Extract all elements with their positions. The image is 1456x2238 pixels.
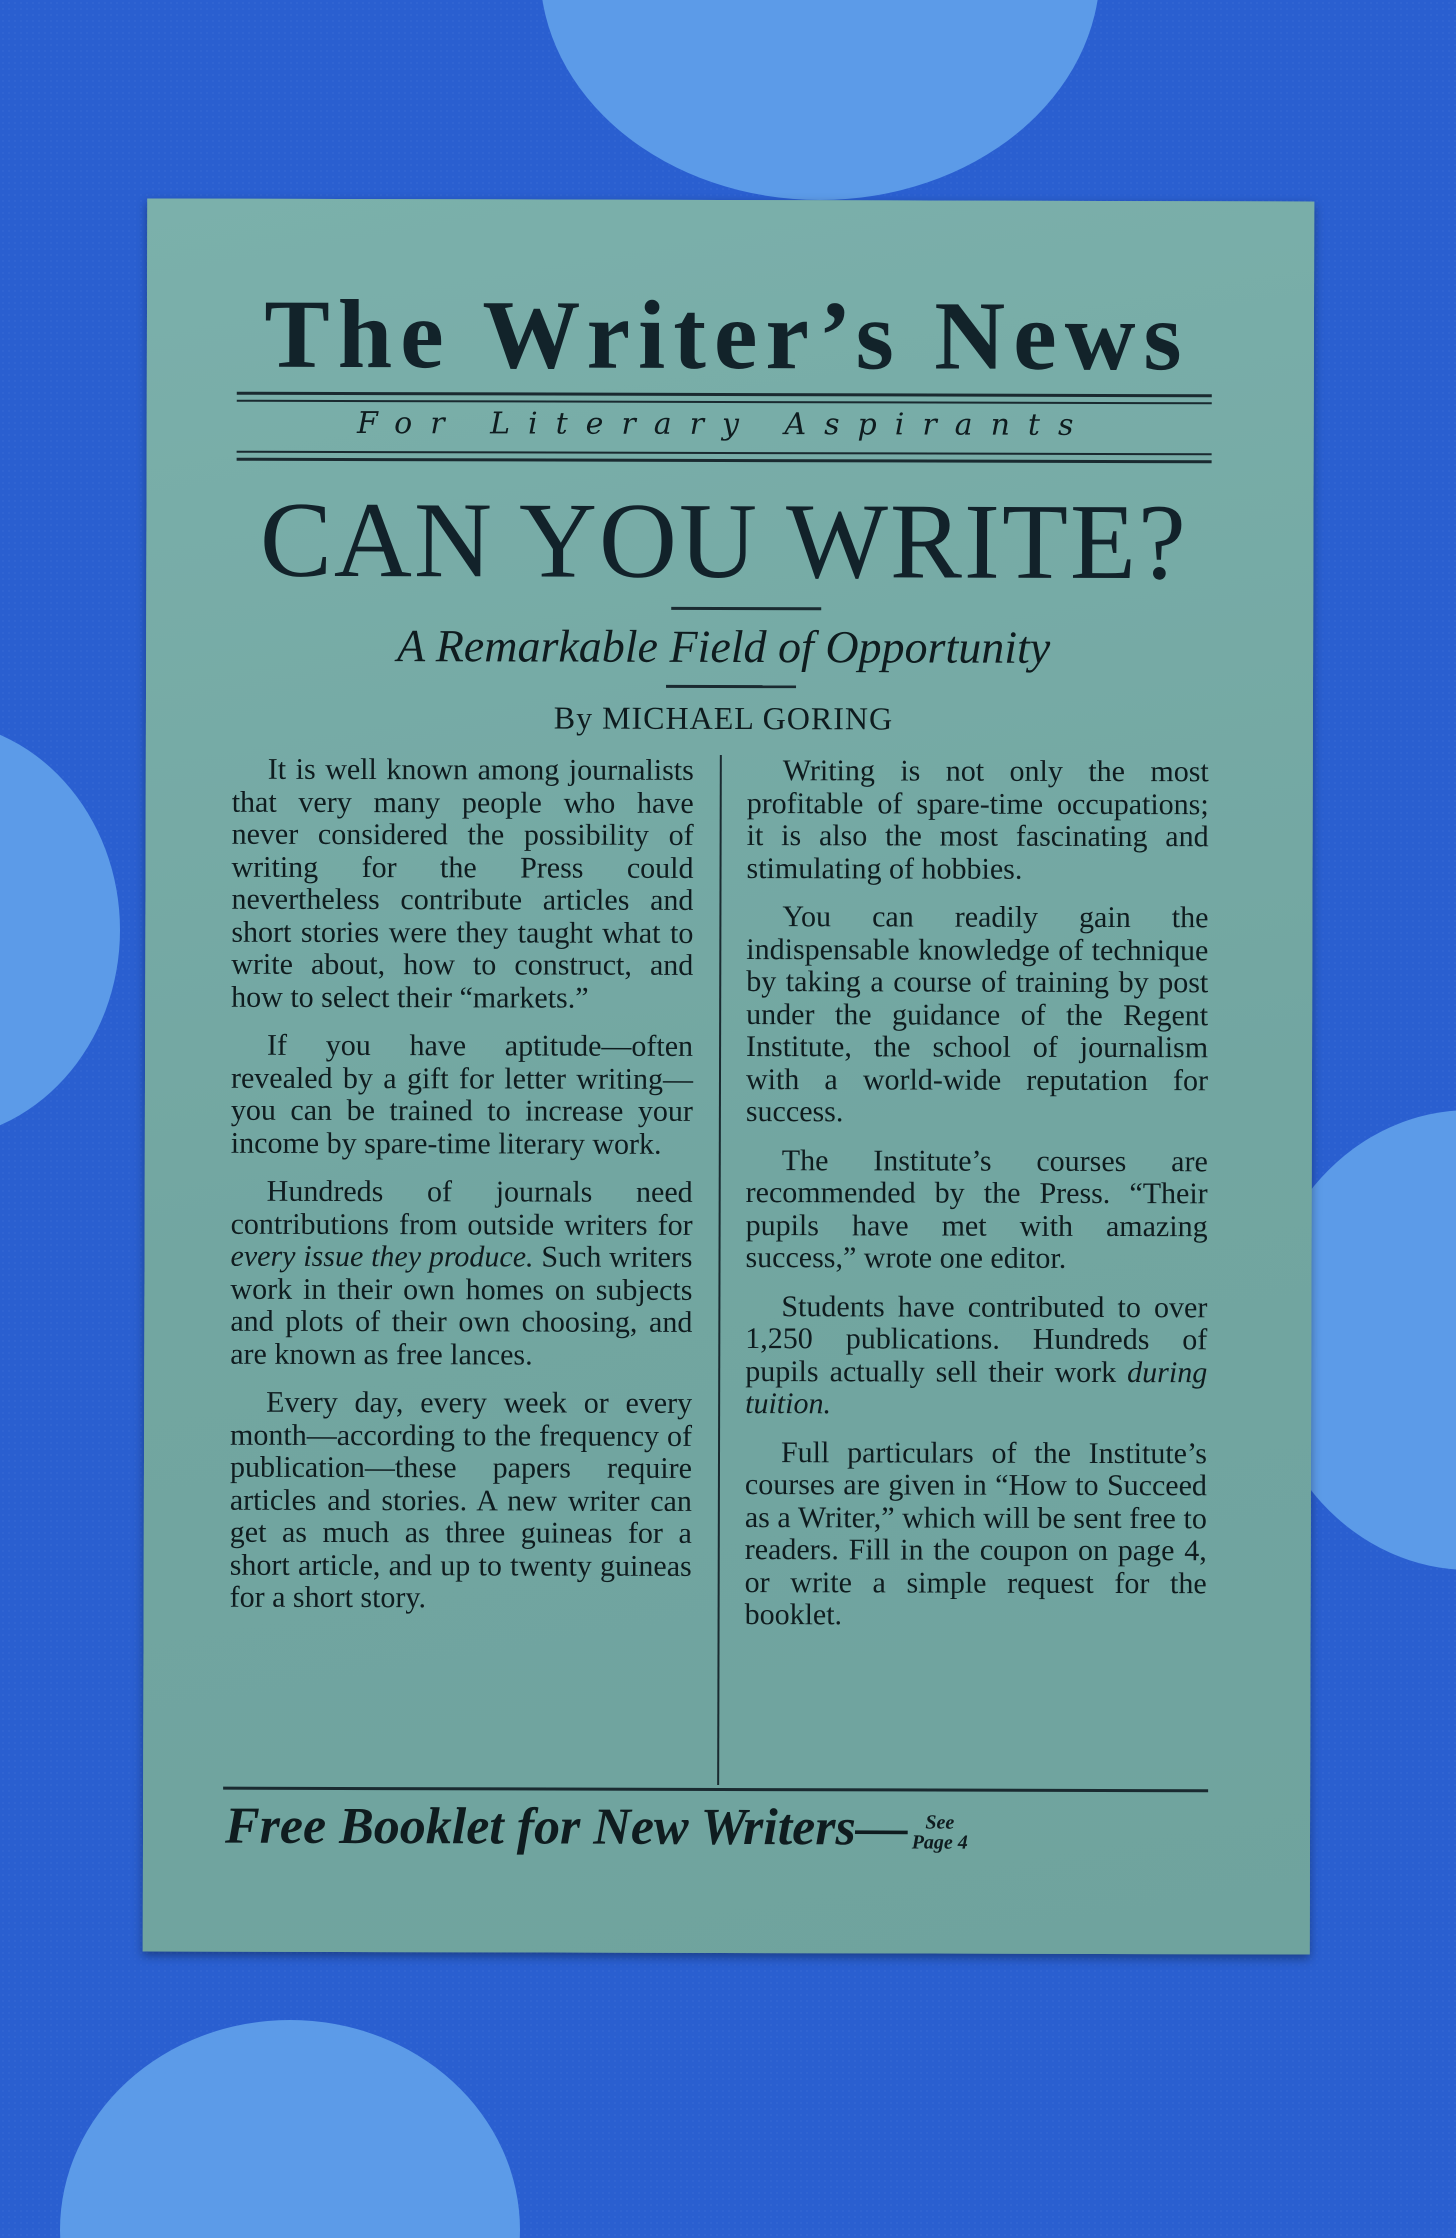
paragraph-emphasis: during tuition. bbox=[745, 1355, 1208, 1421]
subheadline-rule bbox=[666, 685, 796, 688]
background-dot bbox=[60, 2020, 520, 2238]
paragraph-text: Hundreds of journals need contributions from outside writers for bbox=[230, 1174, 693, 1242]
paragraph bbox=[230, 1176, 693, 1372]
article-headline: CAN YOU WRITE? bbox=[259, 480, 1188, 603]
paragraph: If you have aptitude—often revealed by a gift for letter writing—you can be trained to increase your income by spare-time literary work. bbox=[230, 1028, 694, 1161]
article-subheadline: A Remarkable Field of Opportunity bbox=[396, 620, 1051, 673]
paragraph: Writing is not only the most profitable of spare-time occupations; it is also the most fascinating and stimulating of hobbies. bbox=[746, 754, 1209, 886]
masthead-tagline: For Literary Aspirants bbox=[356, 406, 1092, 443]
footer-page: Page 4 bbox=[911, 1831, 968, 1854]
paragraph-text: Such writers work in their own homes on subjects and plots of their own choosing, and are known as free lances. bbox=[230, 1240, 693, 1371]
footer-banner bbox=[225, 1797, 1215, 1880]
right-column bbox=[745, 755, 1209, 1649]
background-dot bbox=[540, 0, 1100, 200]
paragraph: Every day, every week or every month—according to the frequency of publication—these papers require articles and stories. A new writer can get as much as three guineas for a short article, and up to twenty guineas for a short story. bbox=[229, 1385, 693, 1615]
leaflet bbox=[143, 198, 1315, 1954]
masthead-rule bbox=[237, 400, 1212, 404]
footer-page-ref bbox=[912, 1813, 968, 1853]
paragraph bbox=[745, 1291, 1207, 1422]
article-byline: By MICHAEL GORING bbox=[553, 699, 894, 737]
masthead-rule bbox=[237, 458, 1212, 464]
masthead-title: The Writer’s News bbox=[264, 280, 1190, 392]
paragraph-text: Students have contributed to over 1,250 publications. Hundreds of pupils actually sell their work bbox=[745, 1289, 1208, 1389]
paragraph: The Institute’s courses are recommended by the Press. “Their pupils have met with amazing success,” wrote one editor. bbox=[745, 1143, 1208, 1275]
paragraph: Full particulars of the Institute’s courses are given in “How to Succeed as a Writer,” which will be sent free to readers. Fill in the coupon on page 4, or write a simple request for the booklet. bbox=[744, 1435, 1208, 1632]
left-column bbox=[230, 754, 694, 1632]
masthead-rule bbox=[237, 451, 1212, 455]
headline-rule bbox=[671, 607, 821, 610]
paragraph: It is well known among journalists that very many people who have never considered the possibility of writing for the Press could nevertheless contribute articles and short stories were they taught what to write about, how to construct, and how to select their “markets.” bbox=[231, 752, 694, 1015]
column-divider bbox=[717, 755, 722, 1785]
paragraph-emphasis: every issue they produce. bbox=[230, 1239, 534, 1274]
background-dot bbox=[0, 720, 120, 1140]
article-columns bbox=[229, 754, 1222, 1757]
footer-see: See bbox=[925, 1811, 955, 1834]
footer-text: Free Booklet for New Writers— bbox=[224, 1797, 908, 1857]
footer-rule bbox=[223, 1787, 1208, 1793]
paragraph: You can readily gain the indispensable knowledge of technique by taking a course of training by post under the guidance of the Regent Institute, the school of journalism with a world-wide reputation for success. bbox=[745, 900, 1209, 1129]
